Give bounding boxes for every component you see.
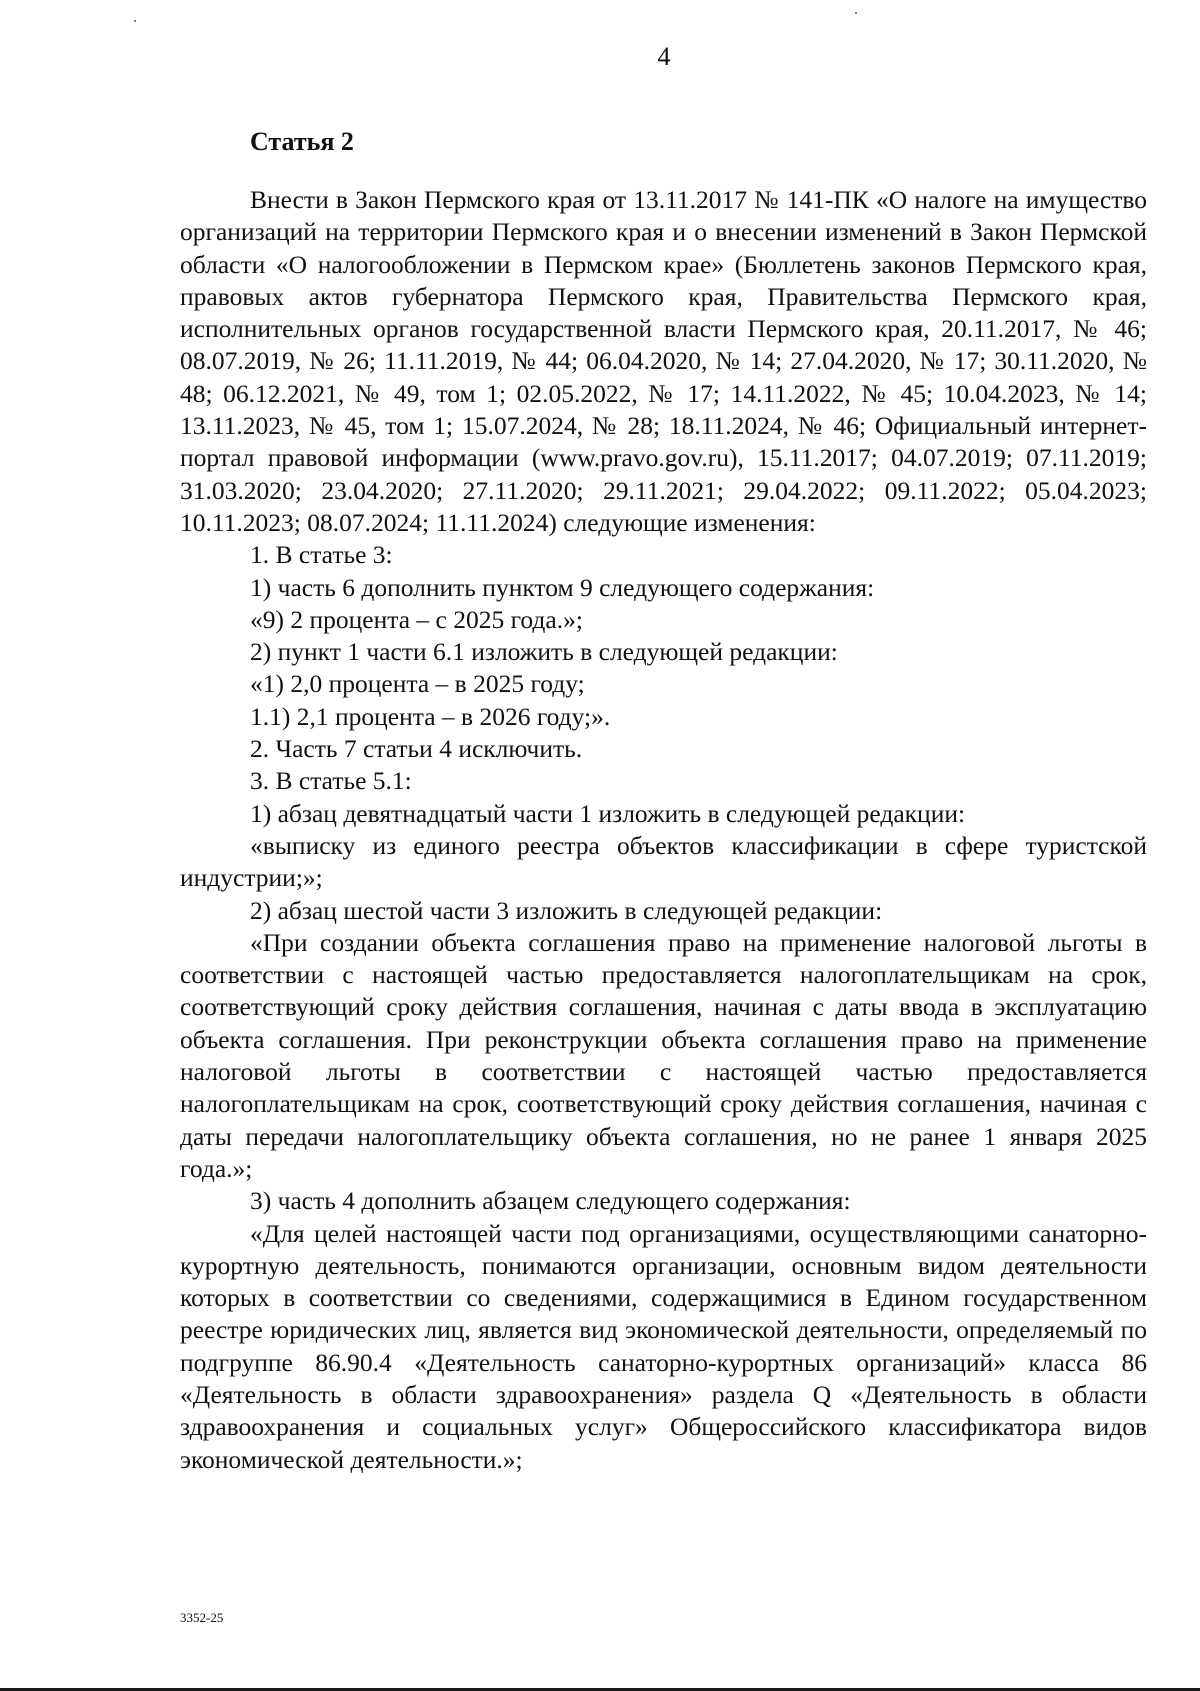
article-heading: Статья 2 <box>250 127 354 156</box>
scan-speck <box>855 12 857 14</box>
paragraph: Внести в Закон Пермского края от 13.11.2017 № 141-ПК «О налоге на имущество организаций на территории Пермского края и о внесении изменений в Закон Пермской области «О налогообложении в Пермском крае» (Бюллетень законов Пермского края, правовых актов губернатора Пермского края, Правительства Пермского края, исполнительных органов государственной власти Пермского края, 20.11.2017, № 46; 08.07.2019, № 26; 11.11.2019, № 44; 06.04.2020, № 14; 27.04.2020, № 17; 30.11.2020, № 48; 06.12.2021, № 49, том 1; 02.05.2022, № 17; 14.11.2022, № 45; 10.04.2023, № 14; 13.11.2023, № 45, том 1; 15.07.2024, № 28; 18.11.2024, № 46; Официальный интернет-портал правовой информации (www.pravo.gov.ru), 15.11.2017; 04.07.2019; 07.11.2019; 31.03.2020; 23.04.2020; 27.11.2020; 29.11.2021; 29.04.2022; 09.11.2022; 05.04.2023; 10.11.2023; 08.07.2024; 11.11.2024) следующие изменения: <box>180 185 1147 537</box>
document-code: 3352-25 <box>180 1610 224 1625</box>
paragraph: 2) абзац шестой части 3 изложить в следующей редакции: <box>250 895 883 925</box>
paragraph: 2) пункт 1 части 6.1 изложить в следующей редакции: <box>250 637 838 667</box>
paragraph: «1) 2,0 процента – в 2025 году; <box>250 669 585 699</box>
paragraph: 3) часть 4 дополнить абзацем следующего содержания: <box>250 1186 851 1216</box>
page-number: 4 <box>657 42 671 71</box>
paragraph: «При создании объекта соглашения право на применение налоговой льготы в соответствии с настоящей частью предоставляется налогоплательщикам на срок, соответствующий сроку действия соглашения, начиная с даты ввода в эксплуатацию объекта соглашения. При реконструкции объекта соглашения право на применение налоговой льготы в соответствии с настоящей частью предоставляется налогоплательщикам на срок, соответствующий сроку действия соглашения, начиная с даты передачи налогоплательщику объекта соглашения, но не ранее 1 января 2025 года.»; <box>180 927 1147 1183</box>
document-body <box>180 184 1147 1476</box>
paragraph: «Для целей настоящей части под организациями, осуществляющими санаторно-курортную деятельность, понимаются организации, основным видом деятельности которых в соответствии со сведениями, содержащимися в Едином государственном реестре юридических лиц, является вид экономической деятельности, определяемый по подгруппе 86.90.4 «Деятельность санаторно-курортных организаций» класса 86 «Деятельность в области здравоохранения» раздела Q «Деятельность в области здравоохранения и социальных услуг» Общероссийского классификатора видов экономической деятельности.»; <box>180 1218 1147 1474</box>
paragraph: 1) абзац девятнадцатый части 1 изложить в следующей редакции: <box>250 798 966 828</box>
paragraph: «выписку из единого реестра объектов классификации в сфере туристской индустрии;»; <box>180 830 1147 893</box>
paragraph: 3. В статье 5.1: <box>250 766 412 796</box>
paragraph: 1. В статье 3: <box>250 540 393 570</box>
paragraph: 1) часть 6 дополнить пунктом 9 следующего содержания: <box>250 572 875 602</box>
paragraph: 2. Часть 7 статьи 4 исключить. <box>250 734 583 764</box>
scan-speck <box>134 20 136 22</box>
paragraph: «9) 2 процента – с 2025 года.»; <box>250 604 583 634</box>
paragraph: 1.1) 2,1 процента – в 2026 году;». <box>250 701 611 731</box>
